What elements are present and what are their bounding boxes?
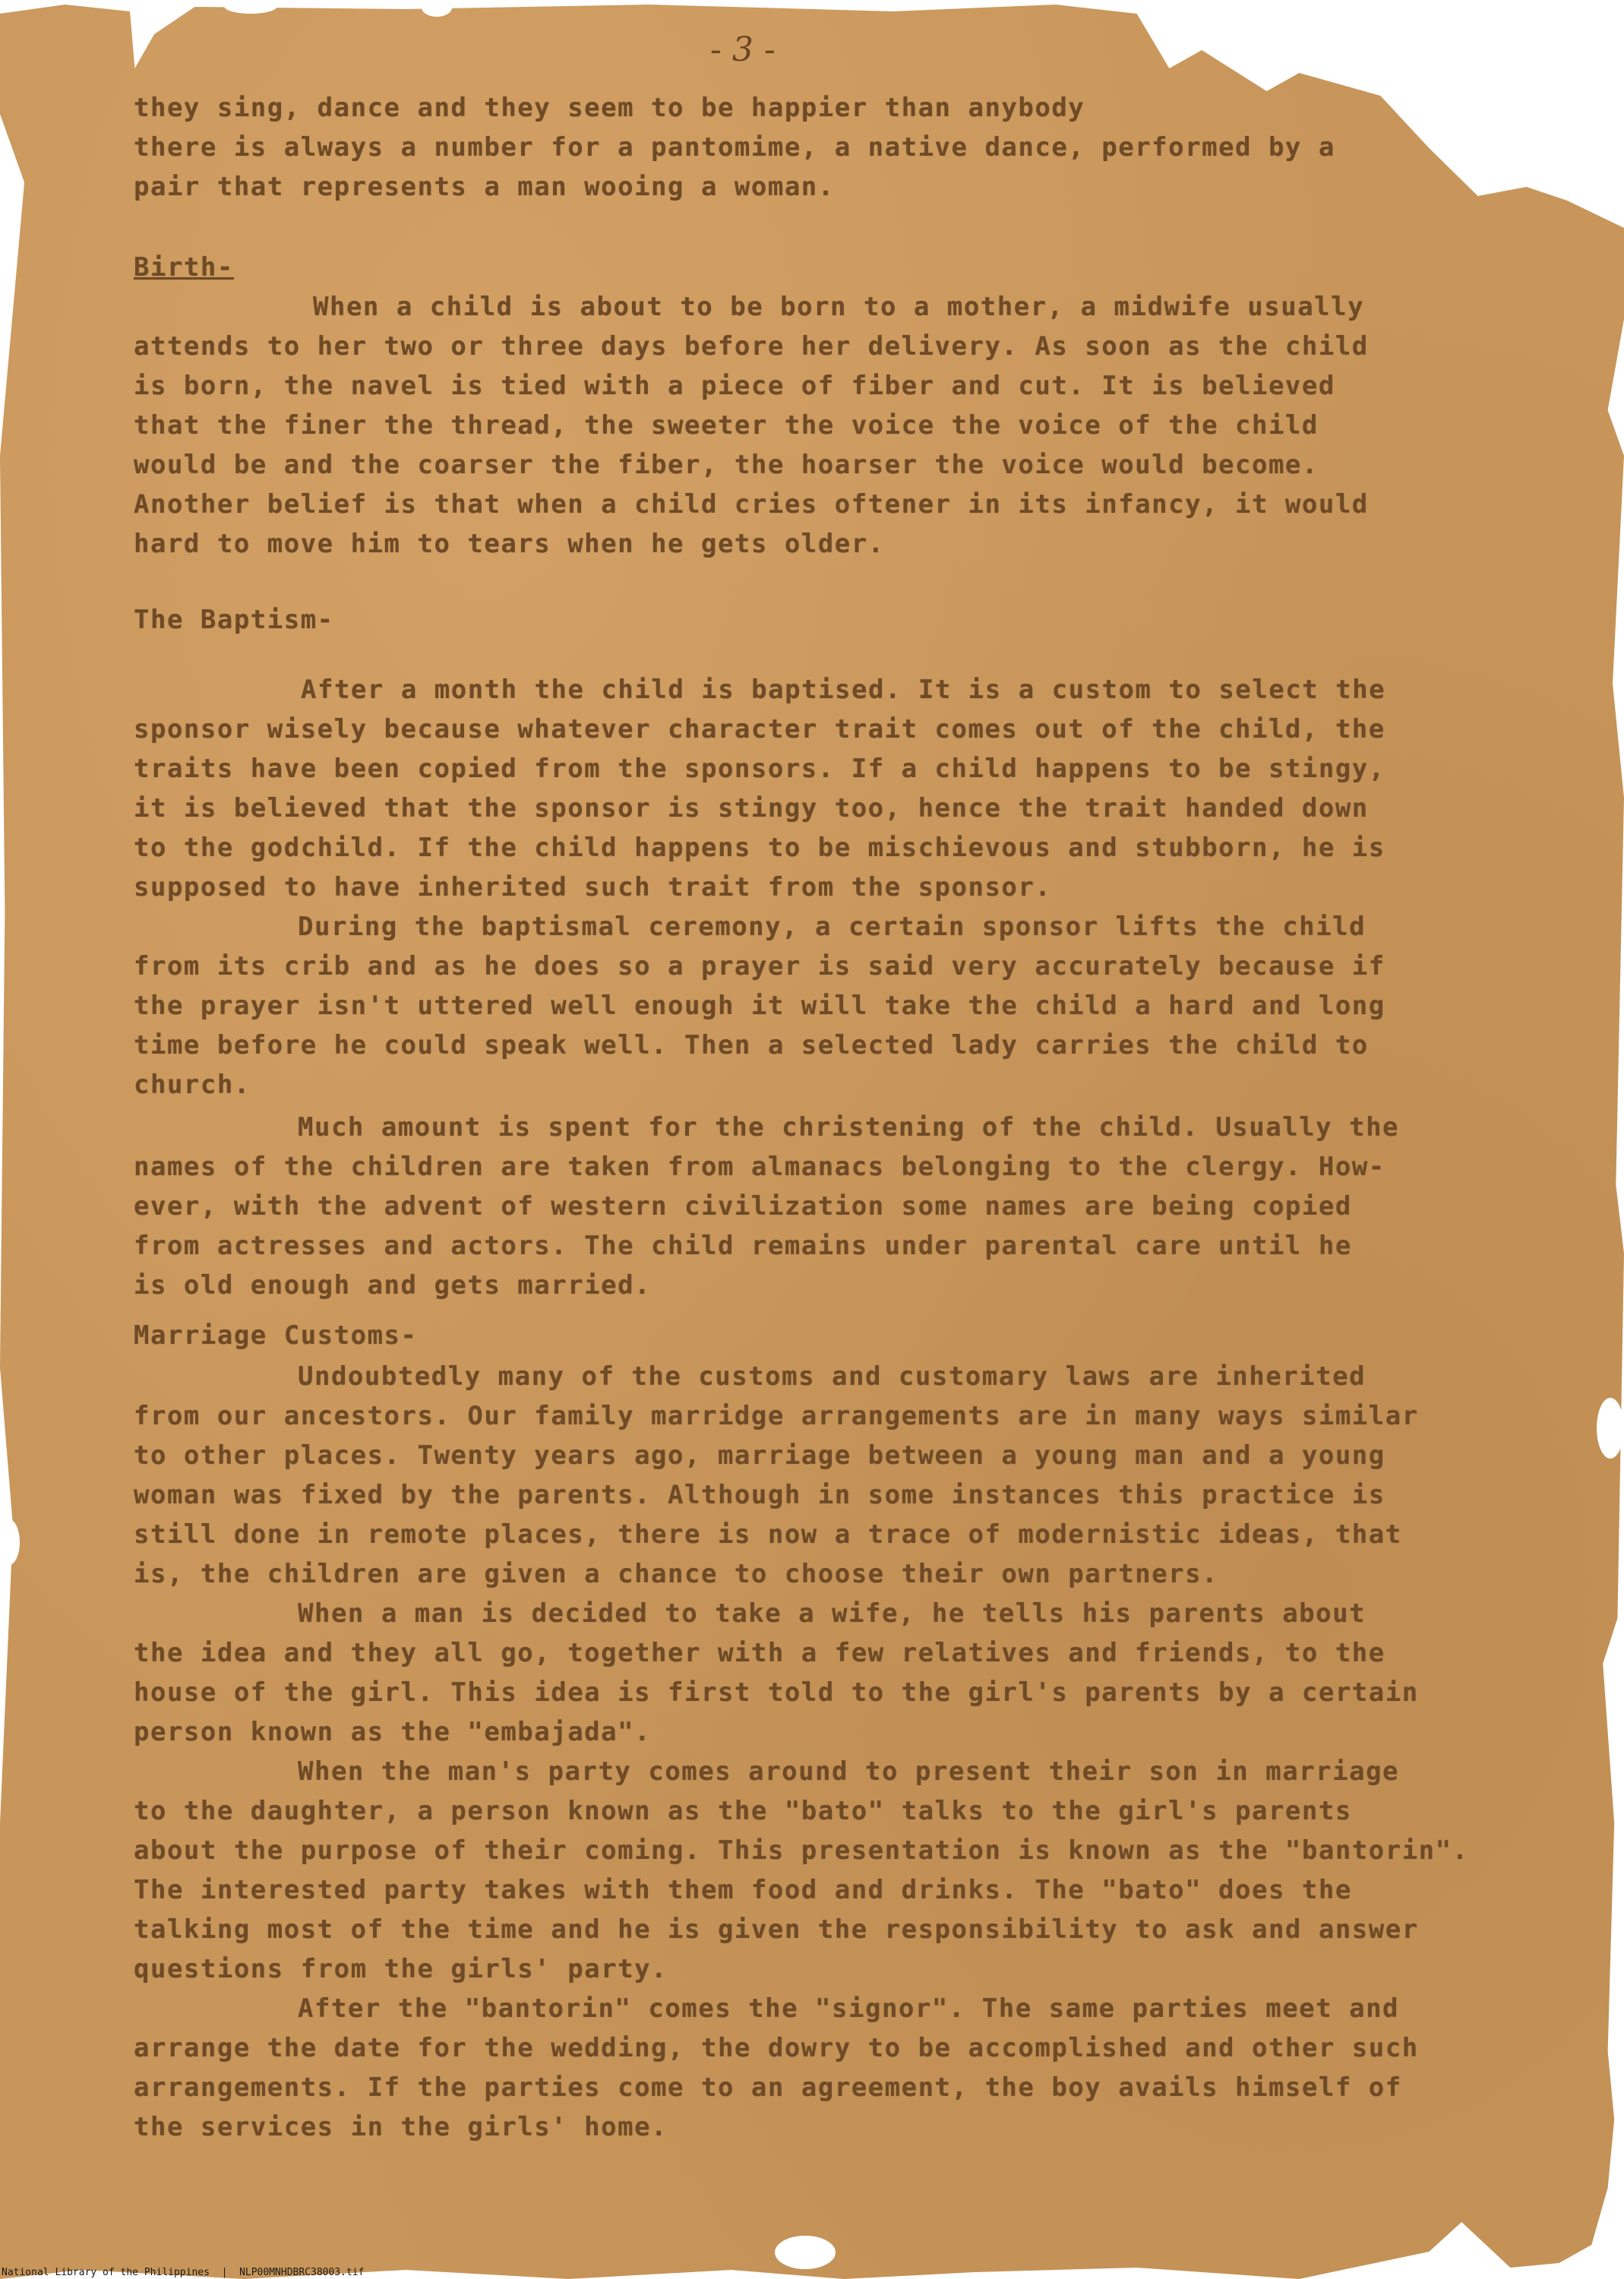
text-line: that the finer the thread, the sweeter the voice the voice of the child bbox=[134, 410, 1319, 441]
text-line: they sing, dance and they seem to be happier than anybody bbox=[134, 93, 1085, 123]
text-line: the services in the girls' home. bbox=[134, 2112, 668, 2142]
text-line: Undoubtedly many of the customs and customary laws are inherited bbox=[298, 1361, 1366, 1392]
text-line: is born, the navel is tied with a piece of fiber and cut. It is believed bbox=[134, 371, 1335, 401]
text-line: questions from the girls' party. bbox=[134, 1954, 668, 1984]
text-line: it is believed that the sponsor is stingy too, hence the trait handed down bbox=[134, 793, 1369, 823]
text-line: traits have been copied from the sponsors. If a child happens to be stingy, bbox=[134, 754, 1385, 784]
text-line: is old enough and gets married. bbox=[134, 1270, 652, 1301]
text-line: During the baptismal ceremony, a certain sponsor lifts the child bbox=[298, 912, 1366, 942]
section-heading-birth: Birth- bbox=[134, 252, 234, 283]
text-line: the prayer isn't uttered well enough it will take the child a hard and long bbox=[134, 991, 1385, 1021]
text-line: about the purpose of their coming. This presentation is known as the "bantorin". bbox=[134, 1835, 1469, 1866]
footer-filename: NLP00MNHDBRC38003.tif bbox=[239, 2267, 365, 2278]
text-line: time before he could speak well. Then a selected lady carries the child to bbox=[134, 1030, 1369, 1060]
text-line: arrangements. If the parties come to an agreement, the boy avails himself of bbox=[134, 2072, 1402, 2103]
text-line: When a child is about to be born to a mother, a midwife usually bbox=[313, 292, 1365, 322]
section-heading-baptism: The Baptism- bbox=[134, 605, 334, 635]
text-line: attends to her two or three days before her delivery. As soon as the child bbox=[134, 331, 1369, 362]
text-line: person known as the "embajada". bbox=[134, 1717, 652, 1747]
text-line: woman was fixed by the parents. Although in some instances this practice is bbox=[134, 1480, 1385, 1510]
text-line: Another belief is that when a child cries oftener in its infancy, it would bbox=[134, 489, 1369, 520]
text-line: When a man is decided to take a wife, he tells his parents about bbox=[298, 1598, 1366, 1629]
text-line: still done in remote places, there is now a trace of modernistic ideas, that bbox=[134, 1519, 1402, 1550]
text-line: After a month the child is baptised. It is a custom to select the bbox=[301, 675, 1386, 705]
text-line: church. bbox=[134, 1070, 251, 1100]
section-heading-marriage-customs: Marriage Customs- bbox=[134, 1320, 418, 1351]
text-line: hard to move him to tears when he gets older. bbox=[134, 529, 885, 559]
text-line: to other places. Twenty years ago, marriage between a young man and a young bbox=[134, 1440, 1385, 1471]
text-line: arrange the date for the wedding, the dowry to be accomplished and other such bbox=[134, 2033, 1419, 2063]
text-line: sponsor wisely because whatever character trait comes out of the child, the bbox=[134, 714, 1385, 744]
text-line: to the daughter, a person known as the "bato" talks to the girl's parents bbox=[134, 1796, 1352, 1826]
text-line: Much amount is spent for the christening of the child. Usually the bbox=[298, 1112, 1400, 1143]
text-line: When the man's party comes around to present their son in marriage bbox=[298, 1756, 1400, 1787]
text-line: is, the children are given a chance to choose their own partners. bbox=[134, 1559, 1219, 1589]
text-line: from our ancestors. Our family marridge arrangements are in many ways similar bbox=[134, 1401, 1419, 1431]
text-line: there is always a number for a pantomime, a native dance, performed by a bbox=[134, 132, 1335, 163]
text-line: house of the girl. This idea is first told to the girl's parents by a certain bbox=[134, 1677, 1419, 1708]
text-line: names of the children are taken from almanacs belonging to the clergy. How- bbox=[134, 1152, 1385, 1182]
footer-institution: National Library of the Philippines bbox=[2, 2267, 210, 2278]
footer-separator: | bbox=[221, 2267, 228, 2278]
text-line: After the "bantorin" comes the "signor". The same parties meet and bbox=[298, 1993, 1400, 2024]
text-line: supposed to have inherited such trait from the sponsor. bbox=[134, 872, 1052, 902]
text-line: would be and the coarser the fiber, the hoarser the voice would become. bbox=[134, 450, 1319, 480]
scan-footer bbox=[0, 2267, 1624, 2279]
text-line: from actresses and actors. The child remains under parental care until he bbox=[134, 1231, 1352, 1261]
text-line: from its crib and as he does so a prayer is said very accurately because if bbox=[134, 951, 1385, 981]
text-line: The interested party takes with them food and drinks. The "bato" does the bbox=[134, 1875, 1352, 1905]
text-line: pair that represents a man wooing a woman. bbox=[134, 172, 835, 202]
text-line: the idea and they all go, together with a few relatives and friends, to the bbox=[134, 1638, 1385, 1668]
text-line: to the godchild. If the child happens to be mischievous and stubborn, he is bbox=[134, 833, 1385, 863]
page-number: - 3 - bbox=[710, 30, 776, 69]
text-line: talking most of the time and he is given the responsibility to ask and answer bbox=[134, 1914, 1419, 1945]
text-line: ever, with the advent of western civilization some names are being copied bbox=[134, 1191, 1352, 1222]
